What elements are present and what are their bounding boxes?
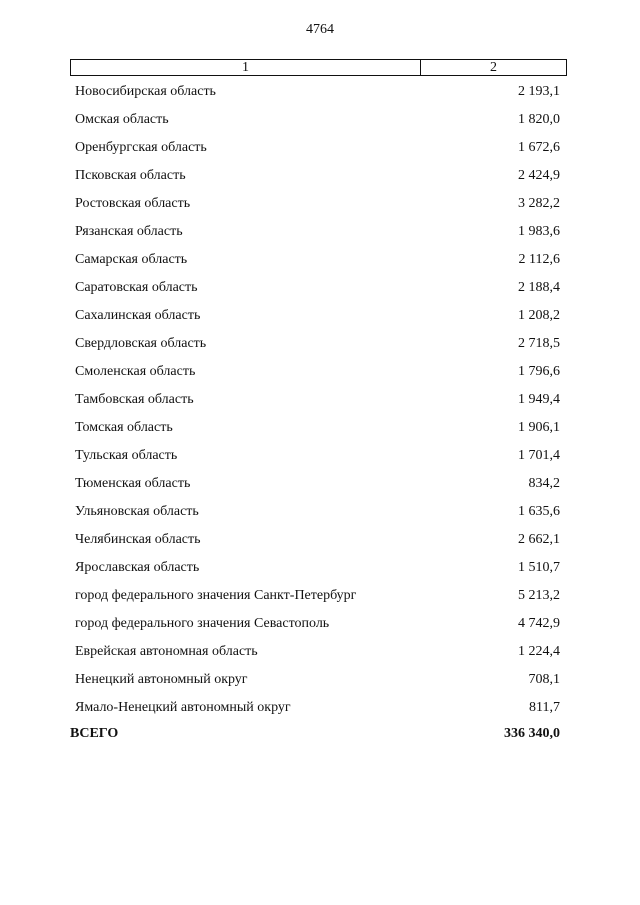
region-name: Свердловская область [75,336,207,351]
table-row [0,418,640,446]
table-row [0,530,640,558]
region-name: Саратовская область [75,280,198,295]
region-name: Челябинская область [75,532,201,547]
table-header [70,59,567,76]
table-row [0,390,640,418]
table-row [0,670,640,698]
table-row [0,222,640,250]
region-value: 1 672,6 [518,140,560,155]
region-name: Оренбургская область [75,140,207,155]
region-name: Ростовская область [75,196,191,211]
table-row [0,334,640,362]
region-value: 1 224,4 [518,644,560,659]
table-row [0,642,640,670]
table-row [0,110,640,138]
total-value: 336 340,0 [504,726,560,741]
region-name: город федерального значения Севастополь [75,616,330,631]
region-value: 1 701,4 [518,448,560,463]
region-value: 1 906,1 [518,420,560,435]
region-value: 2 112,6 [518,252,560,267]
region-value: 2 424,9 [518,168,560,183]
table-row [0,446,640,474]
table-row [0,278,640,306]
table-body [0,82,640,726]
table-row [0,194,640,222]
header-col-2: 2 [490,60,497,75]
table-row [0,362,640,390]
region-name: Томская область [75,420,173,435]
region-name: Тюменская область [75,476,191,491]
region-value: 2 188,4 [518,280,560,295]
table-row [0,698,640,726]
region-name: Самарская область [75,252,188,267]
region-name: Рязанская область [75,224,183,239]
region-name: город федерального значения Санкт-Петербург [75,588,357,603]
region-value: 1 208,2 [518,308,560,323]
table-row [0,306,640,334]
region-value: 2 662,1 [518,532,560,547]
region-value: 1 796,6 [518,364,560,379]
region-name: Омская область [75,112,169,127]
region-value: 3 282,2 [518,196,560,211]
region-name: Еврейская автономная область [75,644,258,659]
region-value: 1 635,6 [518,504,560,519]
region-value: 1 949,4 [518,392,560,407]
region-name: Ярославская область [75,560,200,575]
table-row [0,82,640,110]
region-value: 4 742,9 [518,616,560,631]
table-row [0,558,640,586]
region-value: 2 193,1 [518,84,560,99]
region-name: Ненецкий автономный округ [75,672,248,687]
region-name: Ульяновская область [75,504,199,519]
region-name: Тамбовская область [75,392,194,407]
page-number: 4764 [306,22,334,37]
region-value: 834,2 [528,476,560,491]
region-name: Ямало-Ненецкий автономный округ [75,700,291,715]
table-row [0,250,640,278]
region-value: 811,7 [529,700,560,715]
table-row [0,474,640,502]
region-name: Псковская область [75,168,186,183]
region-name: Сахалинская область [75,308,201,323]
table-row [0,166,640,194]
header-col-1: 1 [71,60,421,75]
region-value: 1 510,7 [518,560,560,575]
region-name: Новосибирская область [75,84,216,99]
region-value: 708,1 [528,672,560,687]
region-name: Тульская область [75,448,178,463]
region-name: Смоленская область [75,364,196,379]
total-row [0,724,640,744]
table-row [0,502,640,530]
region-value: 1 820,0 [518,112,560,127]
table-row [0,586,640,614]
table-row [0,138,640,166]
region-value: 5 213,2 [518,588,560,603]
region-value: 1 983,6 [518,224,560,239]
region-value: 2 718,5 [518,336,560,351]
table-row [0,614,640,642]
total-label: ВСЕГО [70,726,119,741]
